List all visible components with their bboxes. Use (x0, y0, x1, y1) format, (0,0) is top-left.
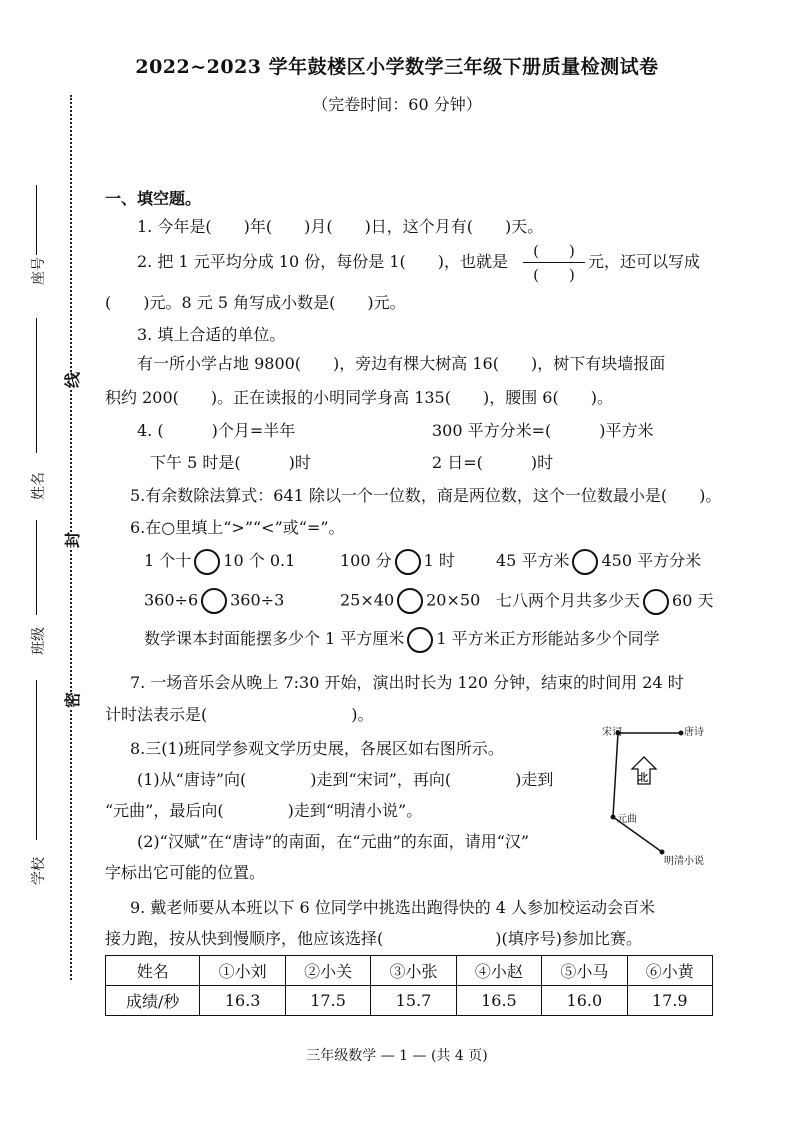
compare-left: 100 分 (340, 551, 392, 570)
question-8-1-line-1: (1)从“唐诗”向( )走到“宋词”，再向( )走到 (137, 770, 554, 789)
question-2-part-b: 元，还可以写成 (588, 252, 701, 271)
compare-left: 25×40 (340, 590, 395, 610)
side-mark-seal: 封 (58, 532, 85, 548)
question-7-line-2: 计时法表示是( )。 (105, 705, 374, 724)
side-mark-secret: 密 (58, 692, 85, 708)
side-name-underline[interactable] (36, 318, 37, 453)
table-cell: 16.0 (542, 986, 627, 1016)
compare-row-3-item-1 (144, 626, 660, 653)
side-seat-label: 座号 (31, 257, 47, 285)
table-cell: 17.5 (285, 986, 370, 1016)
compare-left: 七八两个月共多少天 (496, 591, 641, 610)
compare-row-2-item-1 (144, 588, 284, 614)
question-9-line-2: 接力跑，按从快到慢顺序，他应该选择( )(填序号)参加比赛。 (105, 929, 642, 948)
page-title: 2022~2023 学年鼓楼区小学数学三年级下册质量检测试卷 (135, 56, 659, 78)
question-4-c: 下午 5 时是( )时 (150, 453, 311, 472)
map-label-tangshi: 唐诗 (684, 727, 704, 738)
compare-right: 450 平方分米 (601, 551, 702, 570)
fraction-denominator[interactable]: ( ) (533, 266, 575, 284)
exhibition-map-lines (596, 720, 726, 870)
compare-circle[interactable] (201, 588, 227, 614)
question-8-1-line-2: “元曲”，最后向( )走到“明清小说”。 (105, 801, 423, 820)
question-4-a: 4. ( )个月=半年 (137, 421, 296, 440)
table-cell: ⑤小马 (542, 956, 627, 986)
question-8-2-line-2: 字标出它可能的位置。 (105, 863, 266, 882)
table-row-scores (106, 986, 713, 1016)
compare-row-1-item-1 (144, 548, 295, 575)
compare-right: 20×50 (426, 590, 481, 610)
question-2-part-c: ( )元。8 元 5 角写成小数是( )元。 (105, 293, 406, 312)
compare-circle[interactable] (643, 589, 669, 615)
question-6: 6.在○里填上“>”“<”或“=”。 (130, 518, 345, 537)
compare-left: 1 个十 (144, 551, 192, 570)
map-label-yuanqu: 元曲 (617, 814, 637, 825)
table-cell: ④小赵 (456, 956, 541, 986)
table-cell: 成绩/秒 (106, 986, 200, 1016)
question-3-line-1: 有一所小学占地 9800( )，旁边有棵大树高 16( )，树下有块墙报面 (137, 354, 666, 373)
table-cell: ②小关 (285, 956, 370, 986)
side-class-underline[interactable] (36, 520, 37, 615)
compare-row-2-item-2 (340, 588, 480, 614)
north-arrow-label: 北 (638, 773, 648, 784)
side-name-label: 姓名 (31, 472, 47, 500)
compare-circle[interactable] (407, 627, 433, 653)
question-3: 3. 填上合适的单位。 (137, 325, 286, 344)
question-4-d: 2 日=( )时 (432, 453, 554, 472)
table-cell: 姓名 (106, 956, 200, 986)
side-mark-line: 线 (58, 372, 85, 388)
question-9-line-1: 9. 戴老师要从本班以下 6 位同学中挑选出跑得快的 4 人参加校运动会百米 (130, 898, 656, 917)
page-subtitle: （完卷时间：60 分钟） (312, 95, 482, 114)
map-label-songci: 宋词 (602, 727, 622, 738)
compare-circle[interactable] (397, 588, 423, 614)
side-school-label: 学校 (31, 857, 47, 885)
table-cell: ⑥小黄 (627, 956, 712, 986)
table-cell: 16.3 (200, 986, 285, 1016)
question-7-line-1: 7. 一场音乐会从晚上 7:30 开始，演出时长为 120 分钟，结束的时间用 24 时 (130, 673, 684, 692)
fraction-bar (523, 262, 585, 263)
question-8-2-line-1: (2)“汉赋”在“唐诗”的南面，在“元曲”的东面，请用“汉” (137, 832, 530, 851)
question-5: 5.有余数除法算式：641 除以一个一位数，商是两位数，这个一位数最小是( )。 (130, 486, 722, 505)
compare-right: 10 个 0.1 (223, 551, 296, 570)
side-class-label: 班级 (31, 627, 47, 655)
compare-left: 45 平方米 (496, 551, 570, 570)
question-3-line-2: 积约 200( )。正在读报的小明同学身高 135( )，腰围 6( )。 (105, 388, 613, 407)
running-score-table (105, 955, 713, 1016)
table-cell: 17.9 (627, 986, 712, 1016)
question-1: 1. 今年是( )年( )月( )日，这个月有( )天。 (137, 217, 544, 236)
compare-left: 360÷6 (144, 590, 199, 610)
compare-row-1-item-3 (496, 548, 701, 575)
table-row-names (106, 956, 713, 986)
section-heading: 一、填空题。 (105, 189, 202, 208)
compare-circle[interactable] (572, 549, 598, 575)
fraction-blank (523, 240, 585, 285)
side-school-underline[interactable] (36, 680, 37, 840)
page-footer: 三年级数学 — 1 — (共 4 页) (306, 1048, 488, 1064)
table-cell: 15.7 (371, 986, 456, 1016)
question-4-b: 300 平方分米=( )平方米 (432, 421, 654, 440)
compare-left: 数学课本封面能摆多少个 1 平方厘米 (144, 629, 405, 648)
question-8: 8.三(1)班同学参观文学历史展，各展区如右图所示。 (130, 739, 504, 758)
compare-right: 1 平方米正方形能站多少个同学 (436, 629, 660, 648)
compare-row-1-item-2 (340, 548, 455, 575)
table-cell: 16.5 (456, 986, 541, 1016)
question-2-part-a: 2. 把 1 元平均分成 10 份，每份是 1( )，也就是 (137, 252, 508, 271)
compare-circle[interactable] (395, 549, 421, 575)
map-label-mingqing: 明清小说 (664, 856, 704, 867)
compare-row-2-item-3 (496, 588, 713, 615)
table-cell: ①小刘 (200, 956, 285, 986)
table-cell: ③小张 (371, 956, 456, 986)
compare-right: 360÷3 (230, 590, 285, 610)
compare-right: 1 时 (423, 551, 455, 570)
compare-circle[interactable] (194, 549, 220, 575)
side-seat-underline[interactable] (36, 185, 37, 255)
compare-right: 60 天 (672, 591, 714, 610)
fraction-numerator[interactable]: ( ) (533, 242, 575, 260)
